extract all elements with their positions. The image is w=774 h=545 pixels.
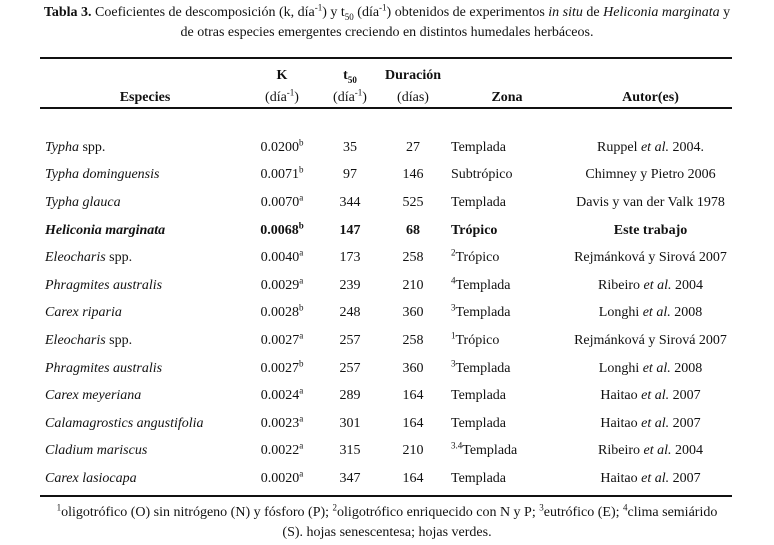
k-cell [245,217,319,245]
author-etal: et al. [641,415,670,431]
duration-cell: 164 [402,415,424,431]
species-cell [40,189,245,217]
k-superscript: a [299,330,304,341]
zone-value: Templada [462,443,518,459]
species-name: Calamagrostics angustifolia [45,415,204,431]
author-cell [569,217,732,245]
sub: 50 [347,74,357,85]
decomposition-table [40,58,732,493]
t50-cell: 344 [339,194,361,210]
duration-cell: 164 [402,388,424,404]
table-row [40,300,732,328]
k-cell [245,162,319,190]
author-text: Rejmánková y Sirová 2007 [574,250,727,266]
table-row [40,217,732,245]
zone-value: Subtrópico [451,167,513,183]
species-name: Phragmites australis [45,277,163,293]
duration-cell: 146 [402,167,424,183]
k-superscript: b [299,164,304,175]
zone-value: Templada [451,388,506,404]
header-duracion: Duración [385,68,441,83]
author-cell [569,465,732,493]
zone-value: Templada [451,194,506,210]
t50-cell: 147 [339,222,361,238]
t-label: t [343,68,348,83]
author-etal: et al. [642,360,671,376]
species-name: Cladium mariscus [45,443,148,459]
zone-value: Templada [451,415,506,431]
zone-cell [445,134,569,162]
header-t50 [319,58,381,86]
species-name: Typha dominguensis [45,167,160,183]
author-cell [569,162,732,190]
table-row [40,189,732,217]
zone-value: Templada [455,305,511,321]
header-k-unit [245,86,319,108]
t50-cell: 289 [339,388,361,404]
zone-value: Templada [455,360,511,376]
species-cell [40,355,245,383]
header-autor: Autor(es) [622,90,679,105]
zone-cell [445,300,569,328]
author-cell [569,438,732,466]
table-row [40,244,732,272]
zone-value: Trópico [455,250,500,266]
k-superscript: b [299,137,304,148]
species-suffix: spp. [105,332,133,348]
species-cell [40,244,245,272]
k-superscript: b [298,219,304,230]
t50-cell: 173 [339,250,361,266]
author-etal: et al. [643,277,672,293]
header-dur-unit: (días) [397,90,429,105]
species-name: Phragmites australis [45,360,163,376]
zone-superscript: 3 [451,357,456,368]
footnote-text: clima semiárido [627,505,718,520]
species-cell [40,465,245,493]
t50-cell: 301 [339,415,361,431]
t50-cell: 315 [339,443,361,459]
table-row [40,327,732,355]
zone-value: Templada [451,470,506,486]
author-etal: et al. [640,139,669,155]
species-cell [40,410,245,438]
author-cell [569,189,732,217]
k-value: 0.0071 [260,167,299,183]
footnote-text: eutrófico (E); [543,505,624,520]
zone-cell [445,244,569,272]
bottom-rule [40,495,732,497]
sup: 2 [332,502,338,513]
author-etal: et al. [641,388,670,404]
footnote-text: oligotrófico enriquecido con N y P; [337,505,540,520]
caption-text: ) y t [322,5,345,20]
t50-cell: 257 [339,360,361,376]
k-value: 0.0029 [260,277,300,293]
caption-text: de [582,5,604,20]
zone-value: Trópico [455,332,500,348]
sup: -1 [286,87,295,98]
author-year: 2007 [669,415,701,431]
k-value: 0.0027 [260,360,299,376]
species-cell [40,438,245,466]
duration-cell: 27 [406,139,420,155]
zone-cell [445,217,569,245]
author-cell [569,327,732,355]
header-k: K [276,68,288,83]
zone-superscript: 3.4 [451,440,463,451]
zone-superscript: 2 [451,247,456,258]
caption-text: y [719,5,731,20]
author-year: 2004 [671,277,703,293]
sup: -1 [354,87,363,98]
zone-superscript: 4 [451,275,456,286]
author-text: Longhi [598,360,643,376]
k-superscript: a [299,385,304,396]
header-t50-unit [319,86,381,108]
caption-italic: Heliconia marginata [603,5,720,20]
k-superscript: a [299,192,304,203]
k-value: 0.0020 [260,470,300,486]
author-text: Chimney y Pietro 2006 [585,167,716,183]
zone-cell [445,162,569,190]
species-suffix: spp. [78,139,106,155]
species-suffix: spp. [105,250,133,266]
k-value: 0.0022 [260,443,300,459]
footnote-line-2: (S). hojas senescentesa; hojas verdes. [282,525,492,540]
author-text: Haitao [600,415,642,431]
k-value: 0.0200 [260,139,299,155]
k-cell [245,300,319,328]
header-zona: Zona [491,90,523,105]
author-text: Ribeiro [598,277,644,293]
sup: -1 [379,2,387,13]
species-name: Typha glauca [45,194,121,210]
k-cell [245,272,319,300]
duration-cell: 258 [402,332,424,348]
k-cell [245,465,319,493]
table-row [40,382,732,410]
zone-cell [445,327,569,355]
k-superscript: a [299,440,304,451]
table-footnote [0,503,774,543]
k-cell [245,134,319,162]
duration-cell: 360 [402,305,424,321]
sup: -1 [314,2,323,13]
sup: 1 [56,502,62,513]
author-cell [569,410,732,438]
species-cell [40,217,245,245]
species-cell [40,134,245,162]
k-cell [245,244,319,272]
author-cell [569,355,732,383]
species-name: Eleocharis [45,250,106,266]
caption-text: Coeficientes de descomposición (k, día [95,5,315,20]
paren: ) [294,90,299,105]
k-superscript: a [299,247,304,258]
author-year: 2008 [670,360,703,376]
author-year: 2007 [669,470,701,486]
zone-cell [445,410,569,438]
caption-label: Tabla 3. [43,5,92,20]
species-cell [40,382,245,410]
t50-cell: 239 [339,277,361,293]
species-name: Heliconia marginata [45,222,166,238]
duration-cell: 210 [402,277,424,293]
table-row [40,438,732,466]
duration-cell: 68 [406,222,420,238]
sub: 50 [344,11,354,22]
author-year: 2008 [670,305,703,321]
footnote-line-1 [0,503,774,523]
species-name: Carex meyeriana [45,388,142,404]
table-row [40,134,732,162]
author-cell [569,244,732,272]
k-value: 0.0024 [260,388,300,404]
caption-text: (día [353,5,380,20]
author-year: 2004. [668,139,704,155]
k-cell [245,438,319,466]
k-cell [245,327,319,355]
zone-value: Trópico [451,222,498,238]
zone-superscript: 3 [451,302,456,313]
zone-value: Templada [455,277,511,293]
t50-cell: 347 [339,470,361,486]
species-name: Eleocharis [45,332,106,348]
species-name: Typha [45,139,79,155]
duration-cell: 360 [402,360,424,376]
author-text: Haitao [600,470,642,486]
header-especies: Especies [119,90,171,105]
zone-cell [445,272,569,300]
species-cell [40,272,245,300]
k-superscript: b [299,302,304,313]
t50-cell: 35 [343,139,357,155]
k-value: 0.0028 [260,305,299,321]
table-row [40,272,732,300]
zone-cell [445,465,569,493]
author-text: Haitao [600,388,642,404]
sup: 3 [539,502,544,513]
duration-cell: 258 [402,250,424,266]
table-row [40,465,732,493]
author-cell [569,300,732,328]
k-superscript: a [299,275,304,286]
author-year: 2007 [669,388,701,404]
author-cell [569,382,732,410]
author-cell [569,272,732,300]
author-text: Rejmánková y Sirová 2007 [574,332,727,348]
unit: (día [265,90,287,105]
author-etal: et al. [643,443,672,459]
unit: (día [333,90,355,105]
table-caption [0,3,774,22]
zone-cell [445,382,569,410]
species-cell [40,162,245,190]
k-superscript: a [299,468,304,479]
zone-cell [445,438,569,466]
duration-cell: 210 [402,443,424,459]
species-name: Carex riparia [45,305,122,321]
sup: 4 [623,502,628,513]
t50-cell: 248 [339,305,361,321]
species-name: Carex lasiocapa [45,470,137,486]
k-value: 0.0023 [260,415,300,431]
species-cell [40,327,245,355]
author-text: Longhi [598,305,643,321]
table-row [40,162,732,190]
k-value: 0.0068 [260,222,299,238]
species-cell [40,300,245,328]
author-cell [569,134,732,162]
author-text: Este trabajo [613,222,688,238]
k-cell [245,189,319,217]
zone-cell [445,189,569,217]
k-superscript: a [299,413,304,424]
k-value: 0.0070 [260,194,300,210]
zone-superscript: 1 [451,330,456,341]
t50-cell: 257 [339,332,361,348]
caption-italic: in situ [548,5,583,20]
k-value: 0.0027 [260,332,300,348]
footnote-text: oligotrófico (O) sin nitrógeno (N) y fósforo (P); [61,505,333,520]
k-cell [245,355,319,383]
k-cell [245,410,319,438]
k-cell [245,382,319,410]
author-etal: et al. [642,305,671,321]
zone-cell [445,355,569,383]
duration-cell: 164 [402,470,424,486]
zone-value: Templada [451,139,506,155]
author-etal: et al. [641,470,670,486]
duration-cell: 525 [402,194,424,210]
author-text: Davis y van der Valk 1978 [576,194,725,210]
author-text: Ruppel [597,139,641,155]
k-superscript: b [299,357,304,368]
k-value: 0.0040 [260,250,300,266]
table-row [40,355,732,383]
table-row [40,410,732,438]
caption-text: ) obtenidos de experimentos [386,5,549,20]
author-text: Ribeiro [598,443,644,459]
author-year: 2004 [671,443,703,459]
caption-line-2: de otras especies emergentes creciendo en distintos humedales herbáceos. [180,25,594,40]
paren: ) [362,90,367,105]
t50-cell: 97 [343,167,357,183]
